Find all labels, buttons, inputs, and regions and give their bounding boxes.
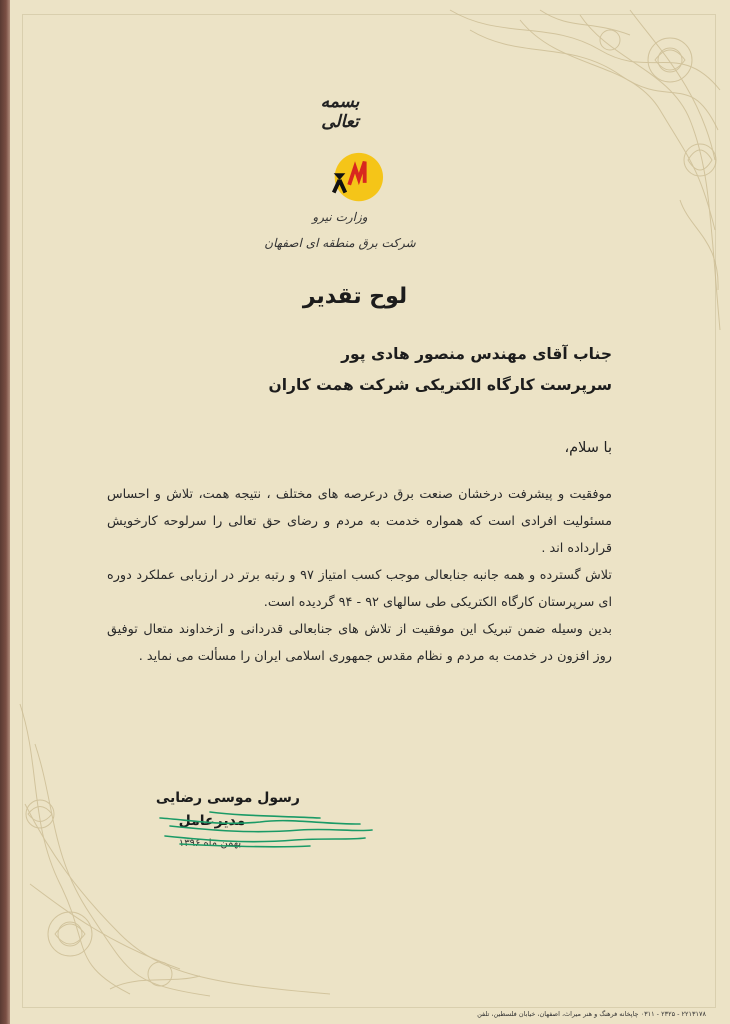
body-paragraph-1: موفقیت و پیشرفت درخشان صنعت برق درعرصه های مختلف ، نتیجه همت، تلاش و احساس مسئولیت افرادی است که همواره خدمت به مردم و رضای حق تعالی را سرلوحه کارخویش قرارداده اند . bbox=[107, 487, 612, 556]
corner-ornament-top-right bbox=[430, 0, 730, 380]
recipient-position: سرپرست کارگاه الکتریکی شرکت همت کاران bbox=[268, 376, 612, 394]
certificate-title: لوح تقدیر bbox=[302, 284, 408, 309]
signatory-name: رسول موسی رضایی bbox=[155, 790, 300, 806]
handwritten-signature bbox=[150, 796, 380, 856]
printer-info: ۲۲۱۳۱۷۸ - ۲۳۲۵ - ۰۳۱۱ چاپخانه فرهنگ و هنر میراث، اصفهان، خیابان فلسطین، تلفن bbox=[477, 1010, 706, 1018]
signatory-title: مدیرعامل bbox=[178, 813, 246, 829]
body-paragraph-2: تلاش گسترده و همه جانبه جنابعالی موجب کسب امتیاز ۹۷ و رتبه برتر در ارزیابی عملکرد دوره ای سرپرستان کارگاه الکتریکی طی سالهای ۹۲ - ۹۴ گردیده است. bbox=[107, 568, 612, 610]
tavanir-logo bbox=[326, 150, 384, 208]
recipient-name: جناب آقای مهندس منصور هادی پور bbox=[341, 345, 612, 363]
signature-date: بهمن ماه ۱۳۹۶ bbox=[178, 838, 242, 849]
left-frame-border bbox=[0, 0, 10, 1024]
greeting: با سلام، bbox=[564, 440, 612, 456]
certificate-body bbox=[107, 481, 612, 670]
body-paragraph-3: بدین وسیله ضمن تبریک این موفقیت از تلاش های جنابعالی قدردانی و ازخداوند متعال توفیق روز افزون در خدمت به مردم و نظام مقدس جمهوری اسلامی ایران را مسألت می نماید . bbox=[107, 622, 612, 664]
bismillah-heading: بسمه تعالی bbox=[320, 92, 360, 132]
company-name: شرکت برق منطقه ای اصفهان bbox=[264, 236, 416, 250]
ministry-name: وزارت نیرو bbox=[312, 210, 368, 224]
